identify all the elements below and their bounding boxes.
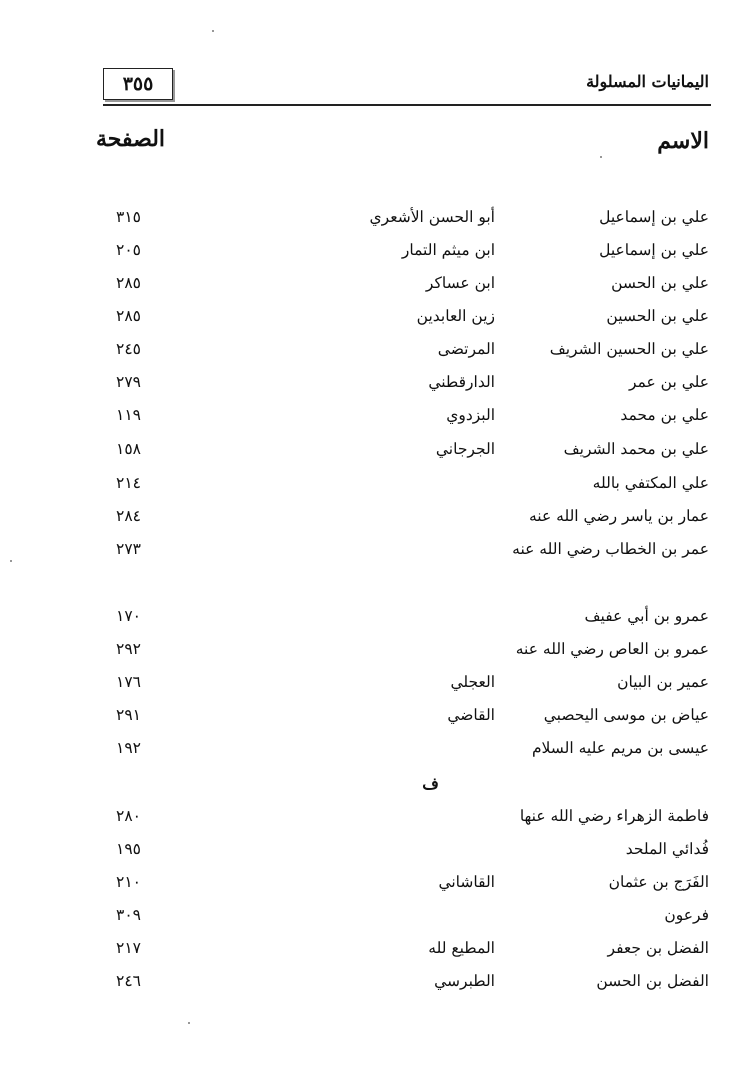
index-row (0, 706, 741, 734)
entry-page: ١١٩ (116, 406, 141, 424)
page-number-box (103, 68, 173, 100)
index-row (0, 307, 741, 335)
column-heading-page: الصفحة (96, 126, 166, 152)
entry-alias: المطيع لله (428, 939, 495, 957)
index-row (0, 906, 741, 934)
index-row (0, 807, 741, 835)
entry-alias: القاشاني (438, 873, 495, 891)
entry-name: عمرو بن أبي عفيف (584, 607, 709, 625)
entry-name: علي المكتفي بالله (592, 474, 709, 492)
index-row (0, 939, 741, 967)
entry-page: ١٧٦ (116, 673, 141, 691)
entry-name: علي بن إسماعيل (599, 241, 709, 259)
entry-name: فاطمة الزهراء رضي الله عنها (519, 807, 709, 825)
index-row (0, 607, 741, 635)
scan-speck (10, 560, 12, 562)
index-row (0, 241, 741, 269)
entry-alias: العجلي (450, 673, 495, 691)
entry-page: ٢٨٥ (116, 307, 141, 325)
index-row (0, 440, 741, 468)
entry-alias: القاضي (447, 706, 495, 724)
header-rule (103, 104, 711, 106)
entry-name: عمر بن الخطاب رضي الله عنه (512, 540, 709, 558)
index-row (0, 972, 741, 1000)
entry-name: عمرو بن العاص رضي الله عنه (515, 640, 709, 658)
index-row (0, 274, 741, 302)
entry-page: ٢٤٥ (116, 340, 141, 358)
running-title: اليمانيات المسلولة (586, 72, 709, 91)
index-row (0, 739, 741, 767)
entry-name: علي بن محمد الشريف (563, 440, 709, 458)
entry-alias: الجرجاني (435, 440, 495, 458)
entry-page: ٢١٧ (116, 939, 141, 957)
entry-alias: زين العابدين (416, 307, 495, 325)
entry-name: الفضل بن الحسن (596, 972, 709, 990)
entry-name: علي بن الحسن (611, 274, 709, 292)
index-row (0, 540, 741, 568)
entry-page: ٢٨٥ (116, 274, 141, 292)
entry-page: ٢٩٢ (116, 640, 141, 658)
entry-name: عمار بن ياسر رضي الله عنه (528, 507, 709, 525)
entry-alias: البزدوي (446, 406, 495, 424)
scan-speck (212, 30, 214, 32)
entry-name: علي بن محمد (620, 406, 709, 424)
entry-page: ٢١٠ (116, 873, 141, 891)
index-row (0, 840, 741, 868)
entry-page: ٣٠٩ (116, 906, 141, 924)
entry-name: عيسى بن مريم عليه السلام (531, 739, 709, 757)
section-letter-heading: ف (422, 774, 439, 793)
entry-page: ١٩٢ (116, 739, 141, 757)
entry-page: ٢٨٤ (116, 507, 141, 525)
entry-page: ٢٠٥ (116, 241, 141, 259)
index-row (0, 340, 741, 368)
entry-page: ١٩٥ (116, 840, 141, 858)
entry-name: عمير بن البيان (617, 673, 709, 691)
entry-name: علي بن الحسين الشريف (549, 340, 709, 358)
index-row (0, 673, 741, 701)
entry-name: علي بن إسماعيل (599, 208, 709, 226)
entry-name: عياض بن موسى اليحصبي (543, 706, 709, 724)
entry-alias: المرتضى (437, 340, 495, 358)
entry-name: علي بن عمر (628, 373, 709, 391)
entry-page: ١٥٨ (116, 440, 141, 458)
entry-page: ٢٩١ (116, 706, 141, 724)
scan-speck (188, 1022, 190, 1024)
column-heading-name: الاسم (657, 128, 709, 154)
index-row (0, 507, 741, 535)
entry-page: ٣١٥ (116, 208, 141, 226)
entry-page: ١٧٠ (116, 607, 141, 625)
entry-alias: الطبرسي (434, 972, 495, 990)
entry-alias: ابن ميثم التمار (401, 241, 495, 259)
entry-page: ٢١٤ (116, 474, 141, 492)
index-row (0, 640, 741, 668)
entry-name: الفضل بن جعفر (607, 939, 709, 957)
entry-alias: أبو الحسن الأشعري (369, 208, 495, 226)
entry-name: الفَرَج بن عثمان (608, 873, 709, 891)
index-row (0, 474, 741, 502)
entry-name: علي بن الحسين (606, 307, 709, 325)
entry-name: فُدائي الملحد (625, 840, 709, 858)
entry-page: ٢٨٠ (116, 807, 141, 825)
index-row (0, 406, 741, 434)
scan-speck (600, 156, 602, 158)
index-row (0, 208, 741, 236)
index-row (0, 373, 741, 401)
entry-page: ٢٤٦ (116, 972, 141, 990)
index-row (0, 873, 741, 901)
entry-name: فرعون (664, 906, 709, 924)
page-number: ٣٥٥ (122, 73, 154, 95)
entry-page: ٢٧٣ (116, 540, 141, 558)
entry-alias: ابن عساكر (425, 274, 495, 292)
entry-page: ٢٧٩ (116, 373, 141, 391)
entry-alias: الدارقطني (428, 373, 495, 391)
